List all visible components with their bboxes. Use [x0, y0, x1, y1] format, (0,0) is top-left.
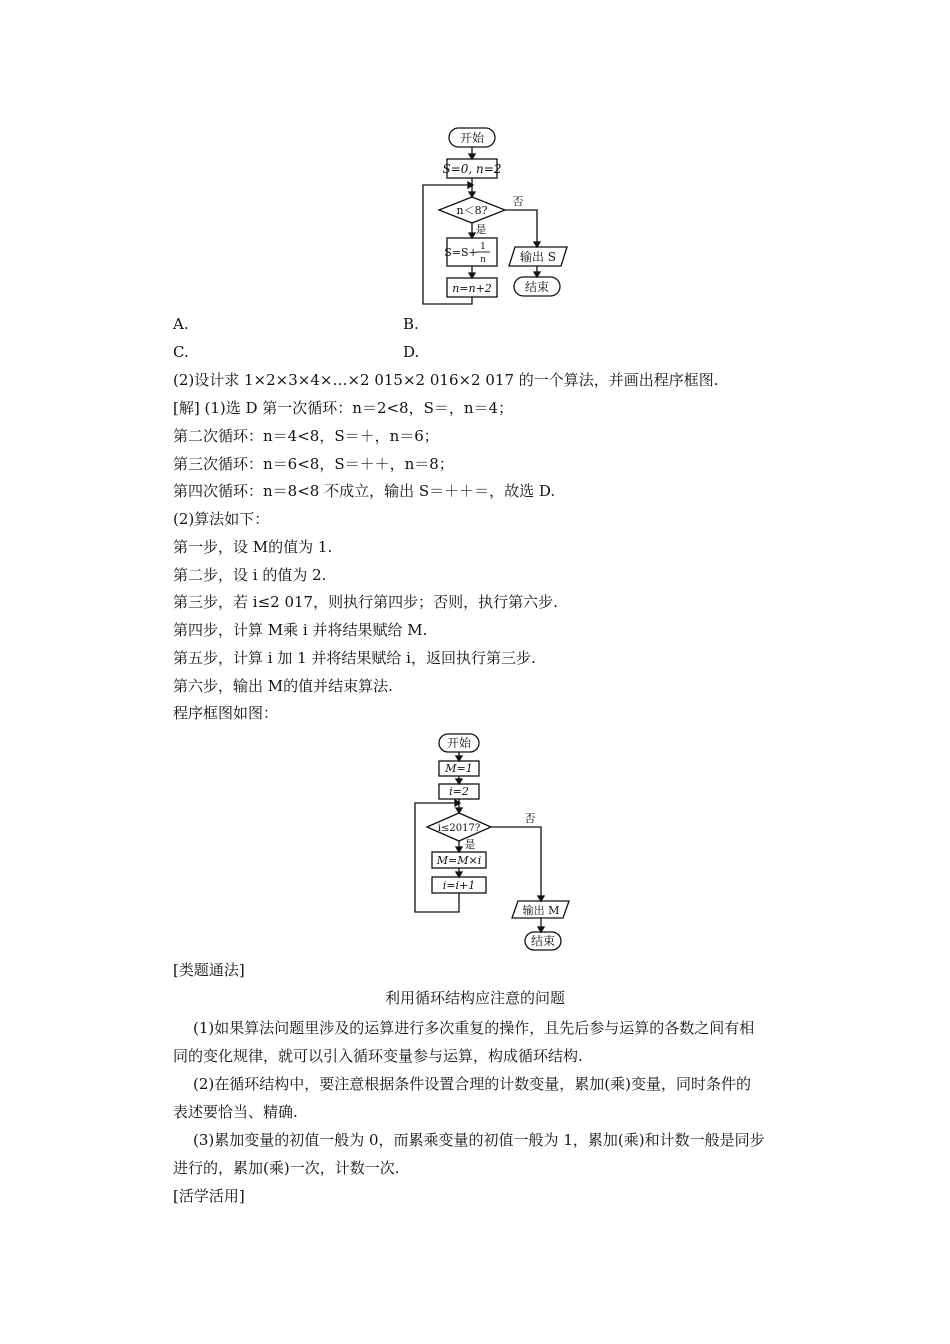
fc2-end-label: 结束	[530, 934, 556, 948]
fc1-start-label: 开始	[459, 131, 485, 145]
fc1-frac-num: 1	[480, 242, 486, 252]
summary-line: (1)如果算法问题里涉及的运算进行多次重复的操作，且先后参与运算的各数之间有相	[193, 1019, 755, 1037]
fc1-update-s-label: S=S+	[444, 246, 478, 259]
solution-line: 第五步，计算 i 加 1 并将结果赋给 i，返回执行第三步.	[173, 649, 536, 667]
summary-line: 同的变化规律，就可以引入循环变量参与运算，构成循环结构.	[173, 1047, 583, 1065]
fc1-update-n-label: n=n+2	[452, 282, 492, 295]
option-c: C.	[173, 343, 189, 361]
summary-heading: [类题通法]	[173, 961, 245, 979]
fc2-no-label: 否	[524, 812, 536, 825]
summary-line: 进行的，累加(乘)一次，计数一次.	[173, 1159, 400, 1177]
option-d: D.	[403, 343, 420, 361]
summary-line: (2)在循环结构中，要注意根据条件设置合理的计数变量，累加(乘)变量，同时条件的	[193, 1075, 751, 1093]
fc1-yes-label: 是	[475, 223, 487, 236]
solution-line: 第六步，输出 M的值并结束算法.	[173, 677, 393, 695]
fc1-output-label: 输出 S	[519, 250, 557, 264]
fc1-end-label: 结束	[524, 280, 550, 294]
summary-footer: [活学活用]	[173, 1187, 245, 1205]
fc2-update-m-label: M=M×i	[436, 854, 482, 867]
solution-line: 第四步，计算 M乘 i 并将结果赋给 M.	[173, 621, 428, 639]
solution-line: 第二步，设 i 的值为 2.	[173, 566, 327, 584]
option-b: B.	[403, 315, 419, 333]
fc2-condition-label: i≤2017?	[437, 823, 481, 834]
fc2-start-label: 开始	[446, 736, 472, 750]
summary-line: 表述要恰当、精确.	[173, 1103, 298, 1121]
solution-line: 第一步，设 M的值为 1.	[173, 538, 333, 556]
solution-line: 程序框图如图：	[173, 704, 279, 722]
solution-line: [解] (1)选 D 第一次循环：n＝2<8，S＝，n＝4；	[173, 399, 514, 417]
summary-title: 利用循环结构应注意的问题	[384, 989, 565, 1007]
fc1-condition-label: n＜8?	[456, 204, 488, 217]
solution-line: 第三次循环：n＝6<8，S＝＋＋，n＝8；	[173, 455, 454, 473]
summary-line: (3)累加变量的初值一般为 0，而累乘变量的初值一般为 1，累加(乘)和计数一般是同步	[193, 1131, 765, 1149]
fc1-frac-den: n	[480, 255, 486, 265]
fc2-init-i-label: i=2	[449, 785, 469, 798]
fc2-init-m-label: M=1	[445, 762, 473, 775]
solution-line: 第四次循环：n＝8<8 不成立，输出 S＝＋＋＝，故选 D.	[173, 482, 556, 500]
solution-line: 第二次循环：n＝4<8，S＝＋，n＝6；	[173, 427, 439, 445]
question-2: (2)设计求 1×2×3×4×…×2 015×2 016×2 017 的一个算法，并画出程序框图.	[173, 371, 719, 389]
option-a: A.	[173, 315, 189, 333]
fc2-yes-label: 是	[464, 838, 476, 851]
fc2-output-label: 输出 M	[522, 904, 560, 917]
fc1-no-label: 否	[512, 195, 524, 208]
fc1-init-label: S=0, n=2	[442, 162, 502, 176]
solution-line: 第三步，若 i≤2 017，则执行第四步；否则，执行第六步.	[173, 593, 558, 611]
fc2-update-i-label: i=i+1	[442, 879, 476, 892]
solution-line: (2)算法如下：	[173, 510, 270, 528]
